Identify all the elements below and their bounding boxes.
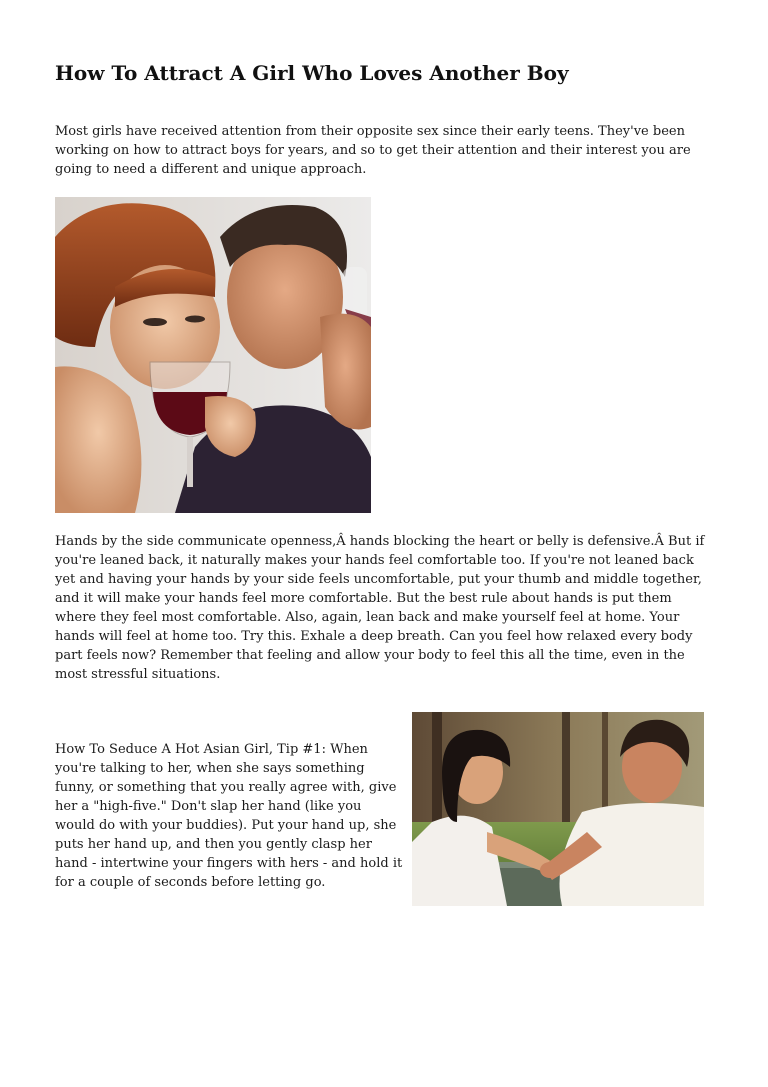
page-title: How To Attract A Girl Who Loves Another Boy [55,61,569,85]
tip-paragraph: How To Seduce A Hot Asian Girl, Tip #1: When you're talking to her, when she says something funny, or something that you really agree with, give her a "high-five." Don't slap her hand (like you would do with your buddies). Put your hand up, she puts her hand up, and then you gently clasp her hand - intertwine your fingers with hers - and hold it for a couple of seconds before letting go. [55,742,403,890]
intro-paragraph: Most girls have received attention from their opposite sex since their early teens. They've been working on how to attract boys for years, and so to get their attention and their interest you are going to need a different and unique approach. [55,124,691,177]
couple-on-bench-photo [412,712,704,906]
hands-paragraph: Hands by the side communicate openness,Â hands blocking the heart or belly is defensive.Â But if you're leaned back, it naturally makes your hands feel comfortable too. If you're not leaned back yet and having your hands by your side feels uncomfortable, put your thumb and middle together, and it will make your hands feel more comfortable. But the best rule about hands is put them where they feel most comfortable. Also, again, lean back and make yourself feel at home. Your hands will feel at home too. Try this. Exhale a deep breath. Can you feel how relaxed every body part feels now? Remember that feeling and allow your body to feel this all the time, even in the most stressful situations. [55,534,705,682]
couple-with-wine-photo [55,197,371,513]
